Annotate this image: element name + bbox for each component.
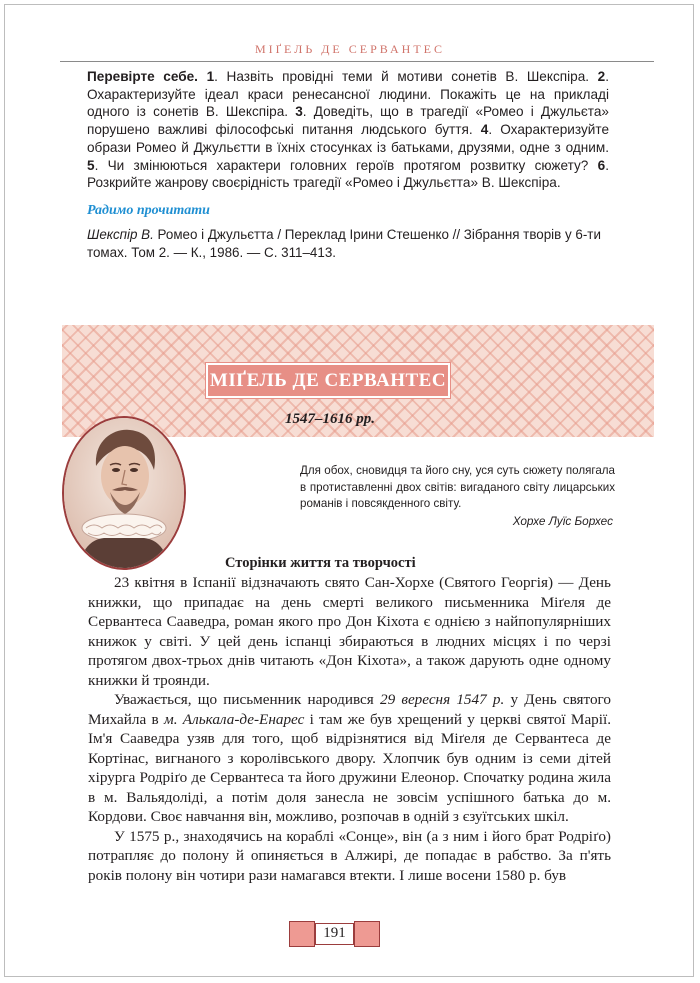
text-run: Уважається, що письменник народився [114,691,380,708]
text-run: у День святого Михайла в [88,691,611,728]
question-number: 5 [87,157,95,173]
question-text: . Охарактеризуйте образи Ромео й Джульєтти в їхніх стосунках із батьками, друзями, одне з одним. [87,122,610,155]
section-heading: Сторінки життя та творчості [225,555,416,571]
questions-lead: Перевірте себе. [87,69,198,84]
body-paragraph: 23 квітня в Іспанії відзначають свято Сан-Хорхе (Святого Георгія) — День книжки, що припадає на день смерті великого письменника Міґеля де Сервантеса Сааведра, роман якого про Дон Кіхота є однією з найпопулярніших книжок у світі. У цей день іспанці збираються в людних місцях і по черзі протягом двох-трьох днів читають «Дон Кіхота», а також дарують одне одному книжки й троянди. [88,574,611,689]
page-number: 191 [315,923,354,945]
question-text: . Охарактеризуйте ідеал краси ренесансної людини. Покажіть це на прикладі одного із сонетів В. Шекспіра. [87,69,610,120]
cervantes-portrait [62,416,186,570]
recommended-reading-heading: Радимо прочитати [87,203,210,218]
reading-author: Шекспір В. [87,227,154,242]
recommended-reading-reference [87,226,609,261]
question-number: 4 [480,122,489,138]
life-dates: 1547–1616 рр. [285,411,375,427]
question-text: . Назвіть провідні теми й мотиви сонетів В. Шекспіра. [214,69,590,84]
question-text: . Розкрийте жанрову своєрідність трагедії «Ромео і Джульєтта» В. Шекспіра. [87,157,609,191]
folio-ornament-right [354,921,380,947]
epigraph-quote: Для обох, сновидця та його сну, уся суть сюжету полягала в протиставленні двох світів: вигаданого світу лицарських романів і повсякденного світу. [300,464,615,510]
body-paragraph [88,690,611,827]
question-number: 2 [597,69,606,84]
birth-date: 29 вересня 1547 р. [379,691,505,708]
biography-text [88,573,611,885]
chapter-title: МІҐЕЛЬ ДЕ СЕРВАНТЕС [209,369,447,391]
portrait-icon [64,418,184,568]
question-text: . Чи змінюються характери головних героїв протягом розвитку сюжету? [94,157,589,173]
folio-ornament-left [289,921,315,947]
question-number: 3 [295,104,303,120]
question-number: 6 [597,157,606,173]
epigraph-author: Хорхе Луїс Борхес [512,514,613,528]
reading-details: Ромео і Джульєтта / Переклад Ірини Стешенко // Зібрання творів у 6-ти томах. Том 2. — К., 1986. — С. 311–413. [87,227,601,260]
questions-paragraph [87,68,609,192]
birth-place: м. Алькала-де-Енарес [164,710,305,728]
running-head: МІҐЕЛЬ ДЕ СЕРВАНТЕС [254,42,446,56]
body-paragraph: У 1575 р., знаходячись на кораблі «Сонце», він (а з ним і його брат Родріґо) потрапляє до полону й опиняється в Алжирі, де попадає в рабство. За п'ять років полону він чотири рази намагався втекти. І лише восени 1580 р. був [88,827,611,884]
question-number: 1 [206,69,215,84]
self-check-questions [87,68,609,192]
question-text: . Доведіть, що в трагедії «Ромео і Джульєта» порушено важливі філософські питання людського буття. [87,104,609,138]
text-run: і там же був хрещений у церкві святої Марії. Ім'я Сааведра узяв для того, щоб відрізнятися від Міґеля де Сервантеса де Кортінас, вигнаного з королівського двору. Хлопчик був одним із семи дітей хірурга Родріґо де Сервантеса та його дружини Елеонор. Спочатку родина жила в м. Вальядоліді, а потім доля занесла не зовсім успішного батька до м. Кордови. Своє навчання він, можливо, розпочав в одній з єзуїтських шкіл. [88,710,612,825]
header-rule [60,61,654,62]
chapter-title-box [206,363,450,398]
